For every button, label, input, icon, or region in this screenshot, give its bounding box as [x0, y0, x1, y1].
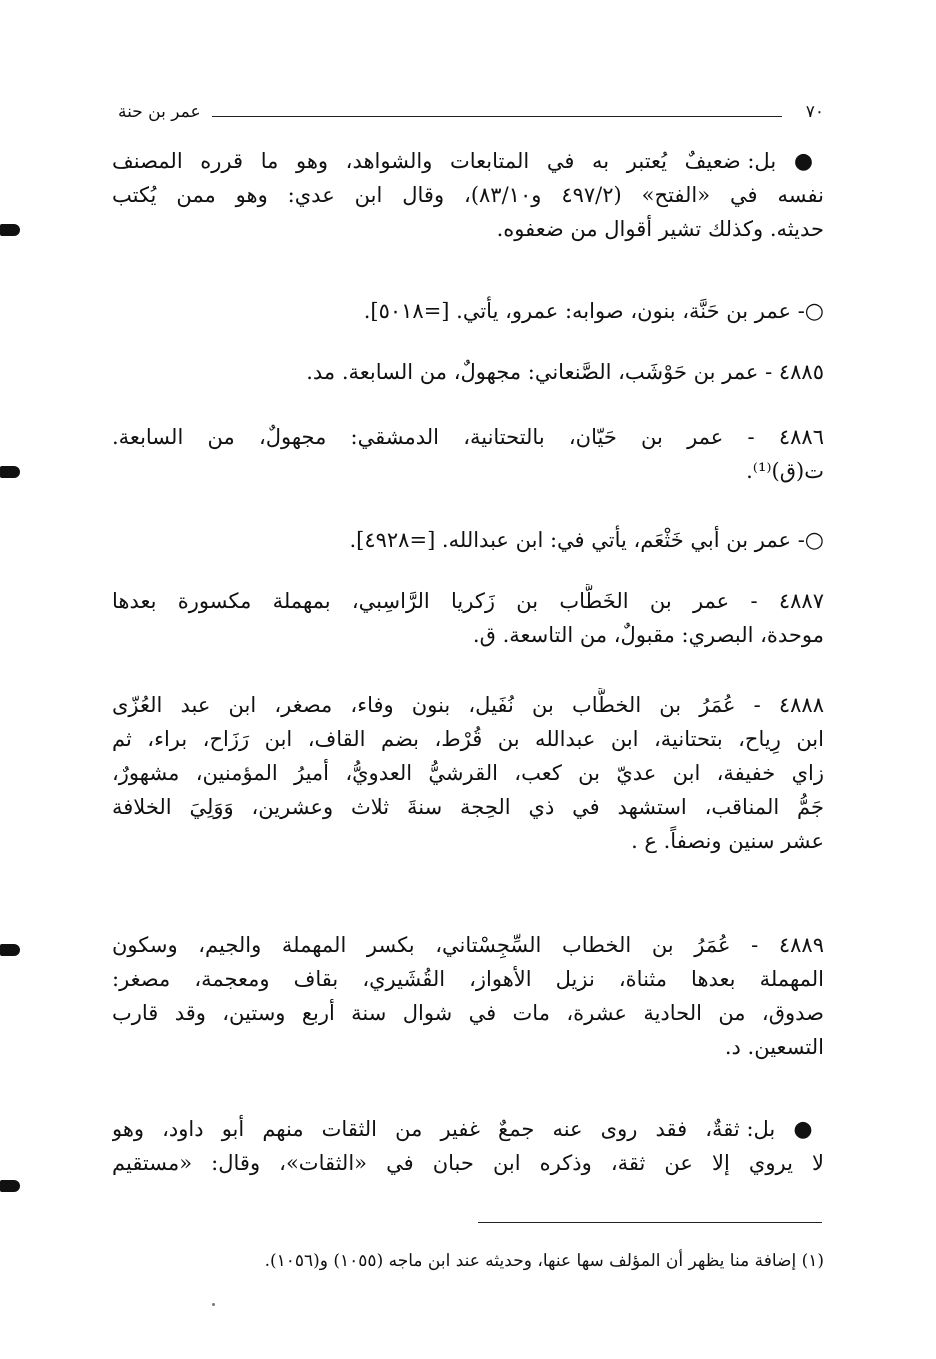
scan-mark [0, 466, 20, 478]
text-line: ○- عمر بن حَنَّة، بنون، صوابه: عمرو، يأتي. [=٥٠١٨]. [363, 299, 824, 324]
cross-reference-entry [112, 523, 824, 557]
text-line: المهملة بعدها مثناة، نزيل الأهواز، القُشَيري، بقاف ومعجمة، مصغر: [112, 967, 824, 991]
text-line: موحدة، البصري: مقبولٌ، من التاسعة. ق. [472, 623, 824, 647]
text-line: التسعين. د. [724, 1035, 824, 1059]
scan-mark [0, 944, 20, 956]
text-line: ○- عمر بن أبي خَثْعَم، يأتي في: ابن عبدالله. [=٤٩٢٨]. [349, 528, 824, 553]
text-line: ٤٨٨٥ - عمر بن حَوْشَب، الصَّنعاني: مجهولٌ، من السابعة. مد. [306, 360, 824, 384]
text-line: جَمُّ المناقب، استشهد في ذي الحِجة سنةَ ثلاث وعشرين، وَوَلِيَ الخلافة [112, 795, 824, 819]
page-number: ٧٠ [805, 102, 824, 122]
text-line: ٤٨٨٨ - عُمَرُ بن الخطَّاب بن نُفَيل، بنون وفاء، مصغر، ابن عبد العُزّى [112, 693, 824, 717]
text-line: ابن رِياح، بتحتانية، ابن عبدالله بن قُرْط، بضم القاف، ابن رَزَاح، براء، ثم [112, 727, 824, 751]
bullet-icon: ● [793, 1117, 824, 1142]
rebuttal-paragraph [112, 144, 824, 246]
rebuttal-paragraph [112, 1112, 824, 1180]
footnote: (١) إضافة منا يظهر أن المؤلف سها عنها، وحديثه عند ابن ماجه (١٠٥٥) و(١٠٥٦). [264, 1251, 824, 1271]
text-line: عشر سنين ونصفاً. ع . [631, 829, 824, 853]
text-line: صدوق، من الحادية عشرة، مات في شوال سنة أربع وستين، وقد قارب [112, 1001, 824, 1025]
biography-entry [112, 584, 824, 652]
text-line: ● بل: ضعيفٌ يُعتبر به في المتابعات والشواهد، وهو ما قرره المصنف [112, 149, 824, 174]
scan-speck [212, 1303, 215, 1306]
text-line: زاي خفيفة، ابن عديّ بن كعب، القرشيُّ العدويُّ، أميرُ المؤمنين، مشهورٌ، [112, 761, 824, 785]
scan-mark [0, 1180, 20, 1192]
text-line: لا يروي إلا عن ثقة، وذكره ابن حبان في «الثقات»، وقال: «مستقيم [112, 1151, 824, 1175]
footnote-rule [478, 1222, 822, 1223]
running-title: عمر بن حنة [118, 102, 201, 122]
header-rule [212, 116, 782, 117]
text-line: ● بل: ثقةٌ، فقد روى عنه جمعٌ غفير من الثقات منهم أبو داود، وهو [112, 1117, 824, 1142]
text-line: ٤٨٨٦ - عمر بن حَيّان، بالتحتانية، الدمشقي: مجهولٌ، من السابعة. [112, 425, 824, 449]
cross-reference-entry [112, 294, 824, 328]
text-line: حديثه. وكذلك تشير أقوال من ضعفوه. [496, 217, 824, 241]
text-line: ٤٨٨٩ - عُمَرُ بن الخطاب السِّجِسْتاني، بكسر المهملة والجيم، وسكون [112, 933, 824, 957]
text-line: ٤٨٨٧ - عمر بن الخَطَّاب بن زَكريا الرَّاسِبي، بمهملة مكسورة بعدها [112, 589, 824, 613]
circle-icon: ○ [804, 299, 824, 324]
biography-entry [112, 928, 824, 1064]
text-line: ت(ق)⁽¹⁾. [746, 459, 824, 483]
text-line: نفسه في «الفتح» (٤٩٧/٢ و٨٣/١٠)، وقال ابن عدي: وهو ممن يُكتب [112, 183, 824, 207]
biography-entry [112, 355, 824, 389]
running-header [118, 100, 824, 132]
scan-mark [0, 224, 20, 236]
bullet-icon: ● [793, 149, 824, 174]
circle-icon: ○ [804, 528, 824, 553]
biography-entry [112, 688, 824, 858]
biography-entry [112, 420, 824, 488]
